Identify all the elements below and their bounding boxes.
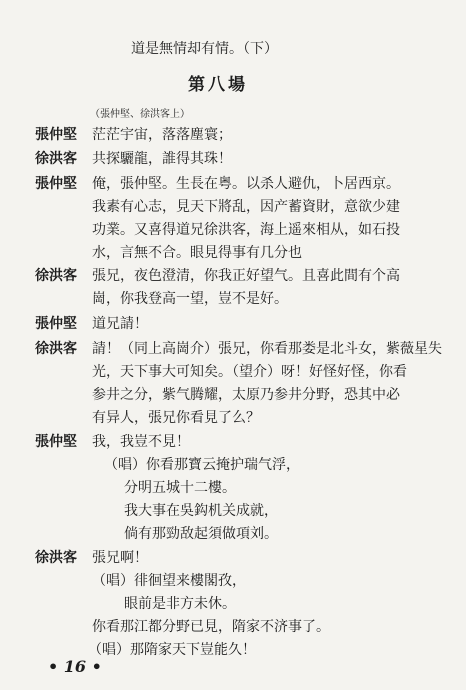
sung-line: 眼前是非方未休。 <box>124 596 236 612</box>
speaker-label: 張仲堅 <box>35 434 77 450</box>
dialogue-text: 光，天下事大可知矣。（望介）呀！好怪好怪，你看 <box>92 364 407 380</box>
speaker-label: 張仲堅 <box>35 316 77 332</box>
dialogue-text: 我素有心志，見天下將乱，因产蓄資財，意欲少建 <box>92 199 400 215</box>
speaker-label: 徐洪客 <box>35 268 77 284</box>
dialogue-text: 参井之分，紫气腾耀，太原乃参井分野，恐其中必 <box>92 387 400 403</box>
sung-line: 分明五城十二樓。 <box>124 480 236 496</box>
sung-line: 我大事在吳鈎机关成就， <box>124 503 278 519</box>
speaker-label: 徐洪客 <box>35 151 77 167</box>
speaker-label: 徐洪客 <box>35 341 77 357</box>
sung-line: （唱）那隋家天下豈能久！ <box>88 642 256 658</box>
dialogue-text: 你看那江都分野已見，隋家不济事了。 <box>92 619 330 635</box>
speaker-label: 徐洪客 <box>35 550 77 566</box>
dialogue-text: 茫茫宇宙，落落塵寰； <box>92 127 232 143</box>
dialogue-text: 張兄，夜色澄清，你我正好望气。且喜此間有个高 <box>92 268 400 284</box>
dialogue-text: 崗，你我登高一望，豈不是好。 <box>92 291 288 307</box>
dialogue-text: 道兄請！ <box>92 316 148 332</box>
dialogue-text: 功業。又喜得道兄徐洪客，海上遥來相从，如石投 <box>92 222 400 238</box>
dialogue-text: 請！（同上高崗介）張兄，你看那娄是北斗女，紫薇星失 <box>92 341 442 357</box>
sung-line: （唱）徘徊望来樓閣孜， <box>92 573 246 589</box>
dialogue-text: 水，言無不合。眼見得事有几分也 <box>92 245 302 261</box>
dialogue-text: 俺，張仲堅。生長在粤。以杀人避仇，卜居西京。 <box>92 176 400 192</box>
dialogue-text: 張兄啊！ <box>92 550 148 566</box>
speaker-label: 張仲堅 <box>35 176 77 192</box>
dialogue-text: 有异人，張兄你看見了么？ <box>92 410 260 426</box>
sung-line: 倘有那勁敌起須做項刘。 <box>124 526 278 542</box>
page-number: • 16 • <box>48 657 102 676</box>
sung-line: （唱）你看那寶云掩护瑞气浮， <box>104 457 300 473</box>
speaker-label: 張仲堅 <box>35 127 77 143</box>
dialogue-text: 共探驪龍，誰得其珠！ <box>92 151 232 167</box>
intro-line: 道是無情却有情。（下） <box>131 41 278 57</box>
dialogue-text: 我，我豈不見！ <box>92 434 190 450</box>
scene-title: 第八場 <box>188 75 248 95</box>
stage-direction: （張仲堅、徐洪客上） <box>90 109 190 120</box>
